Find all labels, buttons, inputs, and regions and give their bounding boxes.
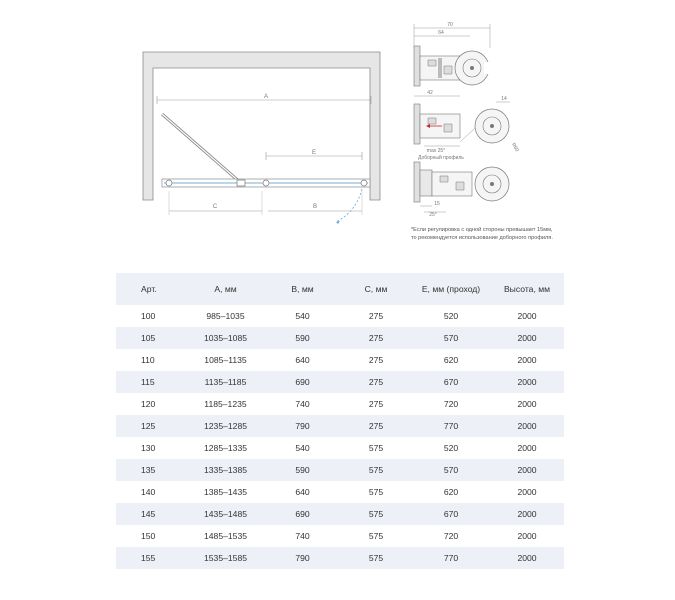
table-cell: 520 [443,443,459,453]
dim-bottom: 15 [434,201,440,207]
table-cell: 740 [295,531,310,541]
table-row [116,305,564,327]
panel-joint [263,180,269,186]
table-cell: 2000 [517,443,537,453]
dimension-label-e: E [311,150,317,156]
table-cell: 275 [368,311,384,321]
table-cell: 575 [340,459,412,481]
header-b: В, мм [265,273,340,305]
table-row [116,525,564,547]
table-cell: 2000 [490,327,564,349]
handle [237,180,245,186]
table-cell: 720 [443,399,459,409]
wall-outline [143,52,380,200]
table-cell: 2000 [490,415,564,437]
table-cell: 2000 [517,399,537,409]
profile-detail-top [414,22,492,86]
profile-detail-middle [414,90,520,154]
table-cell: 2000 [517,311,537,321]
table-cell: 590 [265,327,340,349]
table-row [116,459,564,481]
table-cell: 575 [340,503,412,525]
dim-mid-angle: max 25° [426,148,446,154]
table-cell: 520 [443,311,459,321]
table-row [116,481,564,503]
table-cell: 2000 [490,547,564,569]
table-cell: 130 [141,443,156,453]
table-cell: 670 [412,503,490,525]
dim-top-1: 70 [447,22,453,28]
header-c: С, мм [340,273,412,305]
dim-mid-1: 42 [427,90,433,96]
table-row [116,371,564,393]
table-cell: 1435–1485 [186,503,265,525]
table-cell: 590 [265,459,340,481]
table-cell: 1385–1435 [203,487,247,497]
table-row [116,349,564,371]
hinge-left [166,180,172,186]
header-article: Арт. [116,273,186,305]
table-cell: 690 [265,371,340,393]
table-header-row [116,273,564,305]
table-cell: 115 [116,371,186,393]
table-cell: 720 [443,531,459,541]
table-cell: 1285–1335 [203,443,247,453]
table-cell: 570 [412,459,490,481]
table-cell: 985–1035 [206,311,245,321]
table-row [116,547,564,569]
adjustment-note [411,226,671,242]
hinge-right [361,180,367,186]
table-cell: 790 [265,415,340,437]
spec-table [116,273,564,569]
extra-profile [420,170,432,196]
table-cell: 1235–1285 [186,415,265,437]
table-cell: 2000 [490,459,564,481]
table-cell: 770 [412,547,490,569]
note-line-2: то рекомендуется использование доборного профиля. [411,235,553,241]
table-cell: 620 [443,355,459,365]
dim-mid-2: 14 [501,96,507,102]
table-cell: 275 [340,327,412,349]
table-cell: 690 [265,503,340,525]
table-cell: 1335–1385 [186,459,265,481]
dim-top-2: 64 [438,30,444,36]
table-cell: 275 [340,371,412,393]
dimension-label-c: C [212,204,218,210]
table-cell: 2000 [490,503,564,525]
table-cell: 145 [116,503,186,525]
table-cell: 105 [116,327,186,349]
table-cell: 125 [116,415,186,437]
table-cell: 640 [295,487,310,497]
table-row [116,503,564,525]
header-height: Высота, мм [490,273,564,305]
table-cell: 1035–1085 [186,327,265,349]
table-cell: 2000 [517,487,537,497]
table-cell: 740 [295,399,310,409]
table-cell: 2000 [490,371,564,393]
table-cell: 790 [265,547,340,569]
table-row [116,327,564,349]
table-cell: 1535–1585 [186,547,265,569]
dimension-label-b: B [312,204,318,210]
table-cell: 575 [368,487,384,497]
dim-bottom-angle: 25° [429,212,437,218]
table-row [116,437,564,459]
table-cell: 640 [295,355,310,365]
table-cell: 770 [412,415,490,437]
table-cell: 575 [368,443,384,453]
table-cell: 140 [141,487,156,497]
table-cell: 120 [141,399,156,409]
technical-drawing [0,0,675,260]
dim-mid-radius: R60 [509,142,520,153]
table-cell: 2000 [517,531,537,541]
table-cell: 540 [295,311,310,321]
plan-view [143,52,380,224]
table-cell: 570 [412,327,490,349]
header-e: Е, мм (проход) [412,273,490,305]
table-cell: 110 [141,355,155,365]
table-cell: 1185–1235 [204,399,247,409]
dimension-label-a: A [263,94,269,100]
table-cell: 540 [295,443,310,453]
header-a: А, мм [186,273,265,305]
table-cell: 100 [141,311,156,321]
table-row [116,393,564,415]
note-line-1: *Если регулировка с одной стороны превышает 15мм, [411,227,553,233]
table-cell: 1085–1135 [204,355,247,365]
profile-detail-bottom [414,154,509,218]
table-cell: 275 [368,355,384,365]
table-cell: 575 [340,547,412,569]
table-cell: 1485–1535 [203,531,247,541]
table-cell: 275 [340,415,412,437]
table-cell: 670 [412,371,490,393]
table-cell: 620 [443,487,459,497]
table-cell: 135 [116,459,186,481]
swing-arc [336,189,362,222]
table-cell: 150 [141,531,156,541]
table-cell: 1135–1185 [186,371,265,393]
table-row [116,415,564,437]
table-cell: 155 [116,547,186,569]
table-cell: 2000 [517,355,537,365]
table-cell: 575 [368,531,384,541]
table-cell: 275 [368,399,384,409]
profile-caption: Доборный профиль [418,155,464,161]
